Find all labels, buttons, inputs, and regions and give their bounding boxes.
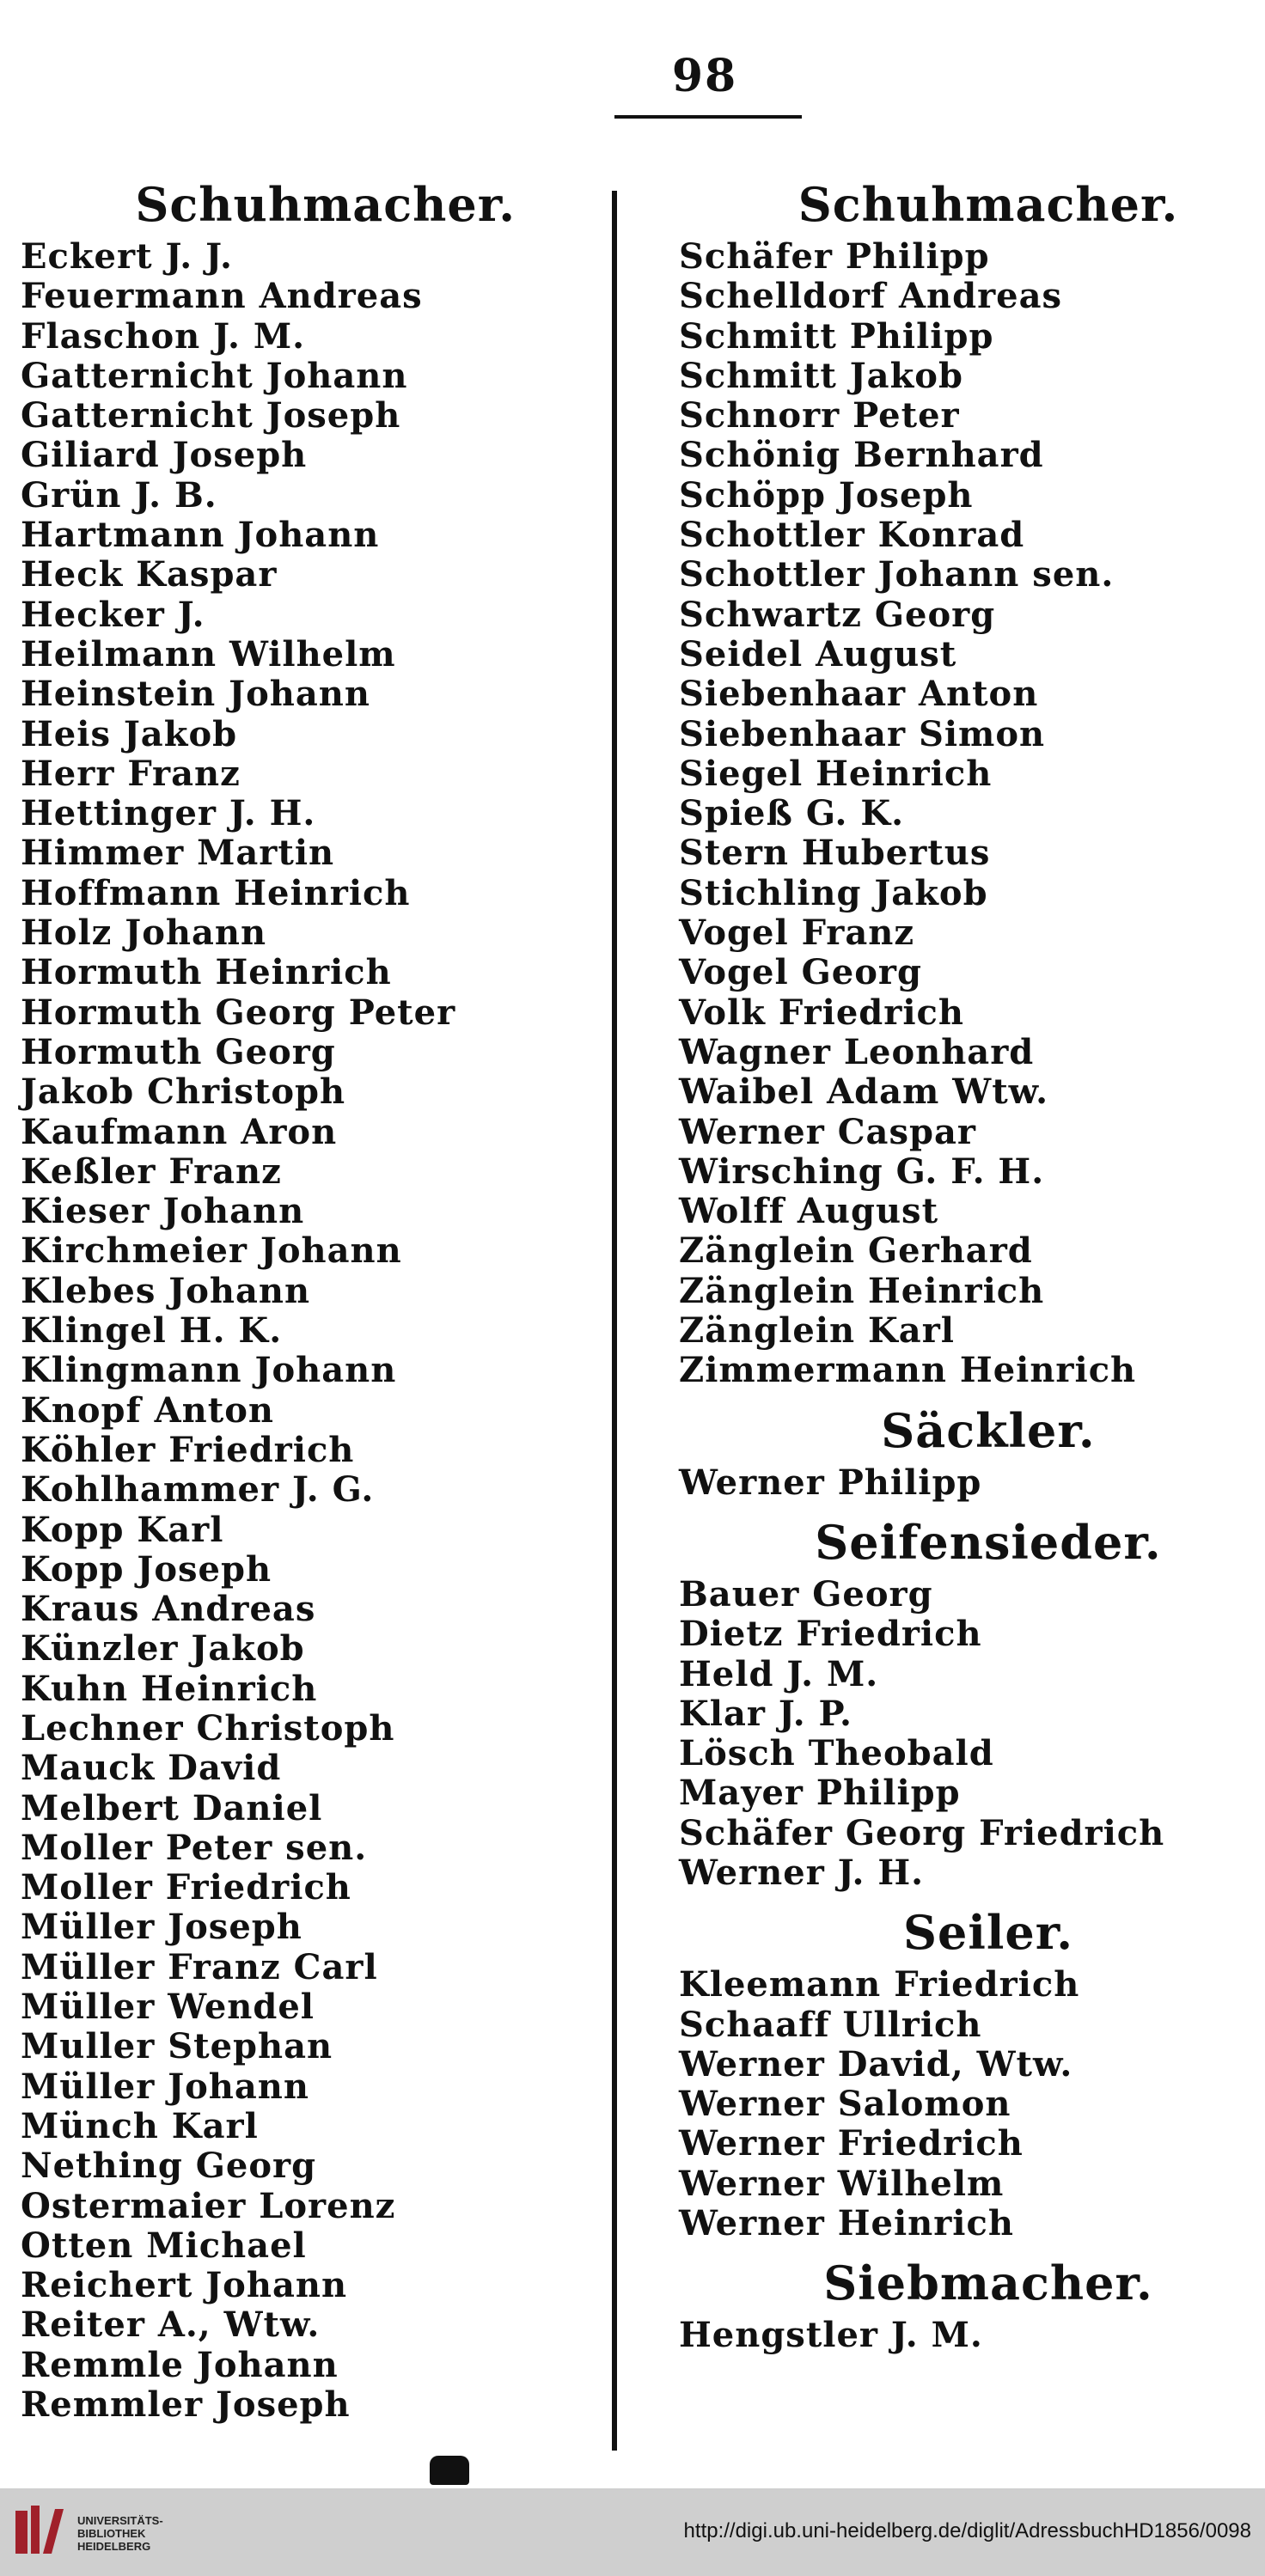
entry-list [679,1575,1246,1893]
list-item: Grün J. B. [21,474,217,516]
list-item: Kieser Johann [21,1191,305,1232]
list-item: Waibel Adam Wtw. [679,1071,1049,1113]
list-item: Kaufmann Aron [21,1111,338,1152]
list-item: Hormuth Georg Peter [21,992,456,1033]
list-item: Hartmann Johann [21,515,380,556]
library-name-line: HEIDELBERG [77,2540,151,2553]
list-item: Gatternicht Johann [21,355,408,396]
list-item: Müller Johann [21,2066,309,2107]
list-item: Wirsching G. F. H. [679,1151,1045,1192]
ink-blot [430,2456,469,2485]
list-item: Holz Johann [21,913,267,954]
list-item: Lechner Christoph [21,1707,395,1749]
library-logo-icon [12,2502,70,2561]
page-number-rule [614,115,802,119]
column-divider [612,191,617,2451]
list-item: Klingmann Johann [21,1350,397,1391]
list-item: Schäfer Georg Friedrich [679,1812,1165,1853]
list-item: Schwartz Georg [679,594,996,635]
entry-list [679,1965,1246,2243]
source-url-link[interactable]: http://digi.ub.uni-heidelberg.de/diglit/AdressbuchHD1856/0098 [683,2519,1251,2542]
list-item: Melbert Daniel [21,1787,323,1828]
list-item: Werner Heinrich [679,2203,1014,2244]
list-item: Otten Michael [21,2225,307,2266]
list-item: Köhler Friedrich [21,1429,355,1470]
list-item: Müller Joseph [21,1907,302,1948]
list-item: Schöpp Joseph [679,474,974,516]
list-item: Zänglein Heinrich [679,1270,1045,1311]
list-item: Müller Wendel [21,1987,315,2028]
list-item: Flaschon J. M. [21,315,306,357]
list-item: Hoffmann Heinrich [21,872,411,913]
entry-list [21,237,605,2425]
list-item: Remmler Joseph [21,2384,351,2426]
list-item: Kirchmeier Johann [21,1230,402,1272]
list-item: Hengstler J. M. [679,2315,983,2356]
list-item: Keßler Franz [21,1151,282,1192]
list-item: Klar J. P. [679,1693,852,1734]
list-item: Zänglein Karl [679,1310,955,1352]
list-item: Spieß G. K. [679,793,905,834]
library-name-line: UNIVERSITÄTS- [77,2514,163,2527]
list-item: Werner Friedrich [679,2123,1024,2164]
list-item: Mauck David [21,1748,282,1789]
footer-bar [0,2488,1265,2576]
list-item: Werner Philipp [679,1462,982,1503]
list-item: Werner David, Wtw. [679,2043,1073,2085]
list-item: Kohlhammer J. G. [21,1469,375,1511]
list-item: Held J. M. [679,1653,879,1694]
section-heading: Seiler. [902,1905,1074,1961]
list-item: Stichling Jakob [679,872,988,913]
list-item: Siegel Heinrich [679,753,993,794]
list-item: Knopf Anton [21,1389,274,1431]
list-item: Kopp Karl [21,1509,224,1550]
list-item: Himmer Martin [21,833,335,874]
list-item: Hettinger J. H. [21,793,316,834]
list-item: Wolff August [679,1191,939,1232]
list-item: Schmitt Philipp [679,315,994,357]
list-item: Stern Hubertus [679,833,991,874]
list-item: Wagner Leonhard [679,1031,1035,1072]
list-item: Künzler Jakob [21,1628,305,1670]
list-item: Kopp Joseph [21,1548,272,1590]
list-item: Werner Caspar [679,1111,976,1152]
list-item: Kraus Andreas [21,1589,316,1630]
list-item: Ostermaier Lorenz [21,2185,396,2226]
list-item: Heilmann Wilhelm [21,633,396,675]
section-heading: Schuhmacher. [798,177,1179,232]
left-column [21,172,605,2425]
list-item: Werner Salomon [679,2084,1011,2125]
list-item: Seidel August [679,633,957,675]
list-item: Reichert Johann [21,2265,348,2306]
list-item: Zimmermann Heinrich [679,1350,1137,1391]
list-item: Schönig Bernhard [679,435,1044,476]
list-item: Schottler Johann sen. [679,554,1115,595]
list-item: Klingel H. K. [21,1310,283,1352]
list-item: Hormuth Heinrich [21,952,392,993]
library-name [77,2514,163,2553]
section-heading: Siebmacher. [823,2256,1153,2311]
list-item: Jakob Christoph [21,1071,346,1113]
list-item: Heck Kaspar [21,554,278,595]
list-item: Volk Friedrich [679,992,964,1033]
section-heading: Seifensieder. [815,1514,1162,1570]
list-item: Heinstein Johann [21,674,370,715]
list-item: Schaaff Ullrich [679,2004,982,2045]
list-item: Heis Jakob [21,713,238,754]
list-item: Muller Stephan [21,2026,333,2067]
list-item: Münch Karl [21,2105,259,2146]
list-item: Hormuth Georg [21,1031,336,1072]
list-item: Vogel Georg [679,952,922,993]
list-item: Schelldorf Andreas [679,276,1063,317]
library-name-line: BIBLIOTHEK [77,2527,146,2540]
page-number: 98 [671,50,738,102]
entry-list [679,1463,1246,1503]
entry-list [679,237,1246,1391]
list-item: Dietz Friedrich [679,1614,982,1655]
list-item: Moller Peter sen. [21,1827,368,1868]
list-item: Schnorr Peter [679,395,960,436]
list-item: Kleemann Friedrich [679,1964,1080,2005]
list-item: Gatternicht Joseph [21,395,401,436]
list-item: Schottler Konrad [679,515,1025,556]
right-column [679,172,1246,2356]
list-item: Hecker J. [21,594,205,635]
list-item: Siebenhaar Anton [679,674,1039,715]
list-item: Klebes Johann [21,1270,311,1311]
list-item: Mayer Philipp [679,1773,961,1814]
list-item: Schmitt Jakob [679,355,963,396]
section-heading: Schuhmacher. [135,177,516,232]
list-item: Schäfer Philipp [679,236,990,277]
list-item: Müller Franz Carl [21,1946,378,1987]
entry-list [679,2316,1246,2355]
list-item: Eckert J. J. [21,236,233,277]
section-heading: Säckler. [881,1402,1096,1458]
list-item: Werner Wilhelm [679,2163,1005,2204]
list-item: Zänglein Gerhard [679,1230,1033,1272]
list-item: Lösch Theobald [679,1733,994,1774]
list-item: Vogel Franz [679,913,915,954]
list-item: Feuermann Andreas [21,276,423,317]
list-item: Remmle Johann [21,2344,339,2385]
list-item: Werner J. H. [679,1852,925,1893]
list-item: Giliard Joseph [21,435,308,476]
list-item: Moller Friedrich [21,1867,351,1908]
list-item: Herr Franz [21,753,241,794]
list-item: Siebenhaar Simon [679,713,1046,754]
list-item: Reiter A., Wtw. [21,2304,321,2346]
list-item: Kuhn Heinrich [21,1668,318,1709]
list-item: Bauer Georg [679,1573,933,1615]
list-item: Nething Georg [21,2146,317,2187]
